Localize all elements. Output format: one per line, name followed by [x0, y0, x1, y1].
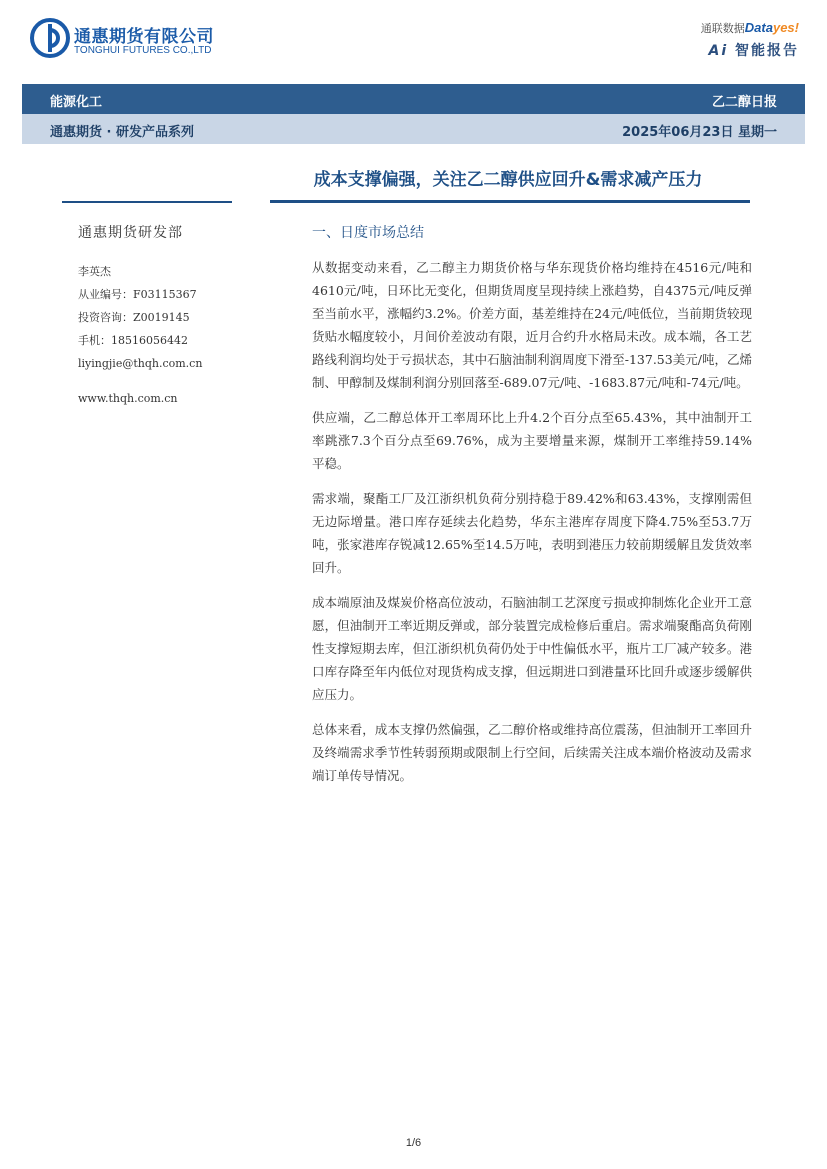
tonghui-logo-icon	[30, 18, 70, 58]
paragraph-cost: 成本端原油及煤炭价格高位波动，石脑油制工艺深度亏损或抑制炼化企业开工意愿，但油制开工率近期反弹或，部分装置完成检修后重启。需求端聚酯高负荷刚性支撑短期去库，但江浙织机负荷仍处于中性偏低水平，瓶片工厂减产较多。港口库存降至年内低位对现货构成支撑，但远期进口到港量环比回升或逐步缓解供应压力。	[312, 595, 752, 702]
analyst-sidebar	[78, 222, 248, 410]
main-content	[312, 222, 752, 799]
brand-line	[701, 20, 799, 36]
paragraph-demand: 需求端，聚酯工厂及江浙织机负荷分别持稳于89.42%和63.43%，支撑刚需但无边际增量。港口库存延续去化趋势，华东主港库存周度下降4.75%至53.7万吨，张家港库存锐减12.65%至14.5万吨，表明到港压力较前期缓解且发货效率回升。	[312, 491, 752, 575]
header-band-primary	[22, 84, 805, 114]
report-name: 乙二醇日报	[711, 95, 777, 110]
paragraph-supply: 供应端，乙二醇总体开工率周环比上升4.2个百分点至65.43%，其中油制开工率跳涨7.3个百分点至69.76%，成为主要增量来源，煤制开工率维持59.14%平稳。	[312, 410, 752, 471]
title-divider	[270, 200, 750, 203]
sector-label: 能源化工	[50, 95, 103, 110]
website-link[interactable]: www.thqh.com.cn	[78, 392, 178, 405]
company-name-cn: 通惠期货有限公司	[74, 27, 214, 47]
email-link[interactable]: liyingjie@thqh.com.cn	[78, 357, 203, 370]
brand-data: Data	[744, 20, 773, 35]
phone-number: 手机：18516056442	[78, 334, 188, 347]
series-label: 通惠期货 · 研发产品系列	[50, 125, 194, 140]
report-title: 成本支撑偏强，关注乙二醇供应回升&需求减产压力	[313, 170, 703, 190]
ai-mark: Ai	[708, 43, 729, 59]
report-date: 2025年06月23日 星期一	[622, 125, 777, 140]
ai-report-label	[701, 40, 799, 60]
paragraph-summary: 总体来看，成本支撑仍然偏强，乙二醇价格或维持高位震荡，但油制开工率回升及终端需求季节性转弱预期或限制上行空间，后续需关注成本端价格波动及需求端订单传导情况。	[312, 722, 752, 783]
section-title: 一、日度市场总结	[312, 225, 424, 241]
department-name: 通惠期货研发部	[78, 225, 183, 241]
header-band-secondary	[22, 114, 805, 144]
sidebar-divider	[62, 201, 232, 203]
company-logo	[30, 18, 230, 62]
paragraph-price: 从数据变动来看，乙二醇主力期货价格与华东现货价格均维持在4516元/吨和4610元/吨，日环比无变化，但期货周度呈现持续上涨趋势，自4375元/吨反弹至当前水平，涨幅约3.2%。价差方面，基差维持在24元/吨低位，当前期货较现货贴水幅度较小，月间价差波动有限，近月合约升水格局未改。成本端，各工艺路线利润均处于亏损状态，其中石脑油制利润周度下滑至-137.53美元/吨，乙烯制、甲醇制及煤制利润分别回落至-689.07元/吨、-1683.87元/吨和-74元/吨。	[312, 260, 752, 390]
consult-number: 投资咨询：Z0019145	[78, 311, 190, 324]
brand-prefix: 通联数据	[700, 22, 745, 35]
page-number: 1/6	[405, 1137, 422, 1149]
brand-yes: yes!	[772, 20, 799, 35]
analyst-name: 李英杰	[78, 265, 111, 278]
ai-report-text: 智能报告	[735, 43, 799, 59]
datayes-brand	[701, 20, 799, 60]
license-number: 从业编号：F03115367	[78, 288, 197, 301]
company-name-en: TONGHUI FUTURES CO.,LTD	[74, 45, 212, 56]
